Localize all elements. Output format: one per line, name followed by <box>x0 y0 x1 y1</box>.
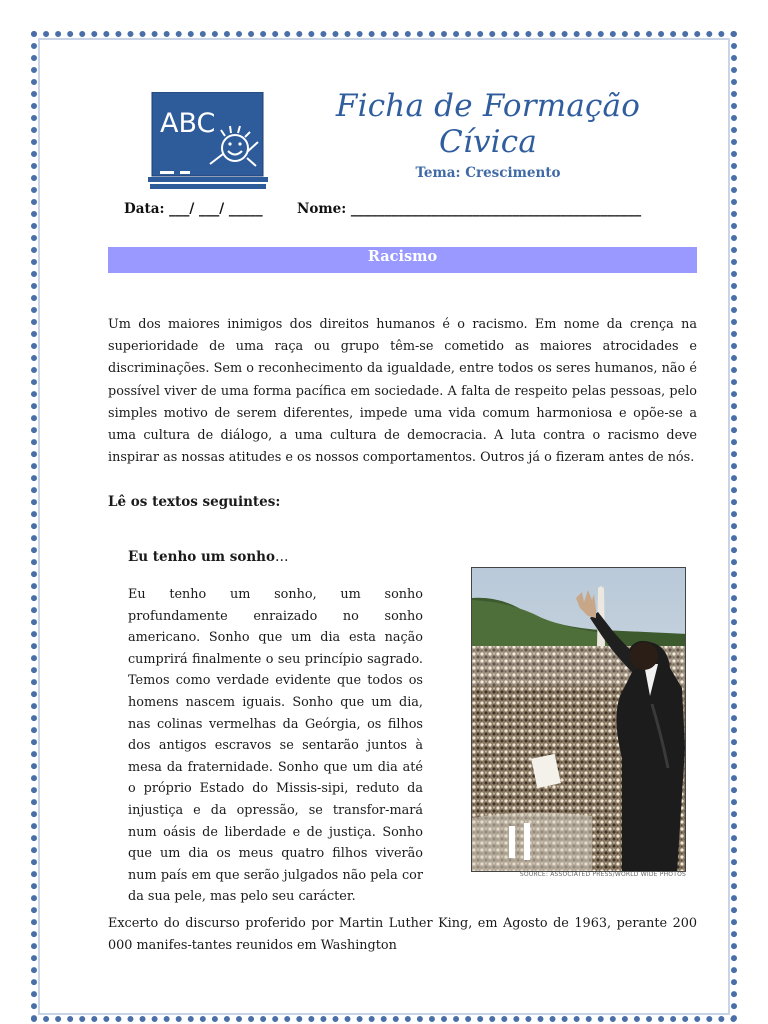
section-heading-bar <box>108 247 697 273</box>
logo-text: ABC <box>160 108 216 139</box>
speech-title-text: Eu tenho um sonho <box>128 549 276 565</box>
photo-credit: SOURCE: ASSOCIATED PRESS/WORLD WIDE PHOTOS <box>519 871 686 878</box>
theme-label: Tema: Crescimento <box>415 165 561 181</box>
speech-title-ellipsis: … <box>275 549 289 565</box>
mlk-photo <box>471 567 686 872</box>
reading-instruction: Lê os textos seguintes: <box>108 494 281 510</box>
date-field[interactable]: Data: ___/ ___/ _____ <box>124 201 263 217</box>
speech-title <box>128 549 289 565</box>
chalkboard-logo-icon <box>148 92 268 194</box>
name-field[interactable]: Nome: ___________________________________________ <box>297 201 642 217</box>
intro-paragraph: Um dos maiores inimigos dos direitos humanos é o racismo. Em nome da crença na superioridade de uma raça ou grupo têm-se cometido as maiores atrocidades e discriminações. Sem o reconhecimento da igualdade, entre todos os seres humanos, não é possível viver de uma forma pacífica em sociedade. A falta de respeito pelas pessoas, pelo simples motivo de serem diferentes, impede uma vida comum harmoniosa e opõe-se a uma cultura de diálogo, a uma cultura de democracia. A luta contra o racismo deve inspirar as nossas atitudes e os nossos comportamentos. Outros já o fizeram antes de nós. <box>108 317 697 466</box>
worksheet-title: Ficha de Formação Cívica <box>335 88 641 160</box>
speech-excerpt: Eu tenho um sonho, um sonho profundamente enraizado no sonho americano. Sonho que um dia esta nação cumprirá finalmente o seu princípio sagrado. Temos como verdade evidente que todos os homens nascem iguais. Sonho que um dia, nas colinas vermelhas da Geórgia, os filhos dos antigos escravos se sentarão juntos à mesa da fraternidade. Sonho que um dia até o próprio Estado do Missis-sipi, reduto da injustiça e da opressão, se transfor-mará num oásis de liberdade e de justiça. Sonho que um dia os meus quatro filhos viverão num país em que serão julgados não pela cor da sua pele, mas pelo seu carácter. <box>128 587 423 905</box>
speech-source-note: Excerto do discurso proferido por Martin Luther King, em Agosto de 1963, perante 200 000 manifes-tantes reunidos em Washington <box>108 916 697 953</box>
section-title: Racismo <box>367 248 438 265</box>
photo-block <box>471 567 686 881</box>
